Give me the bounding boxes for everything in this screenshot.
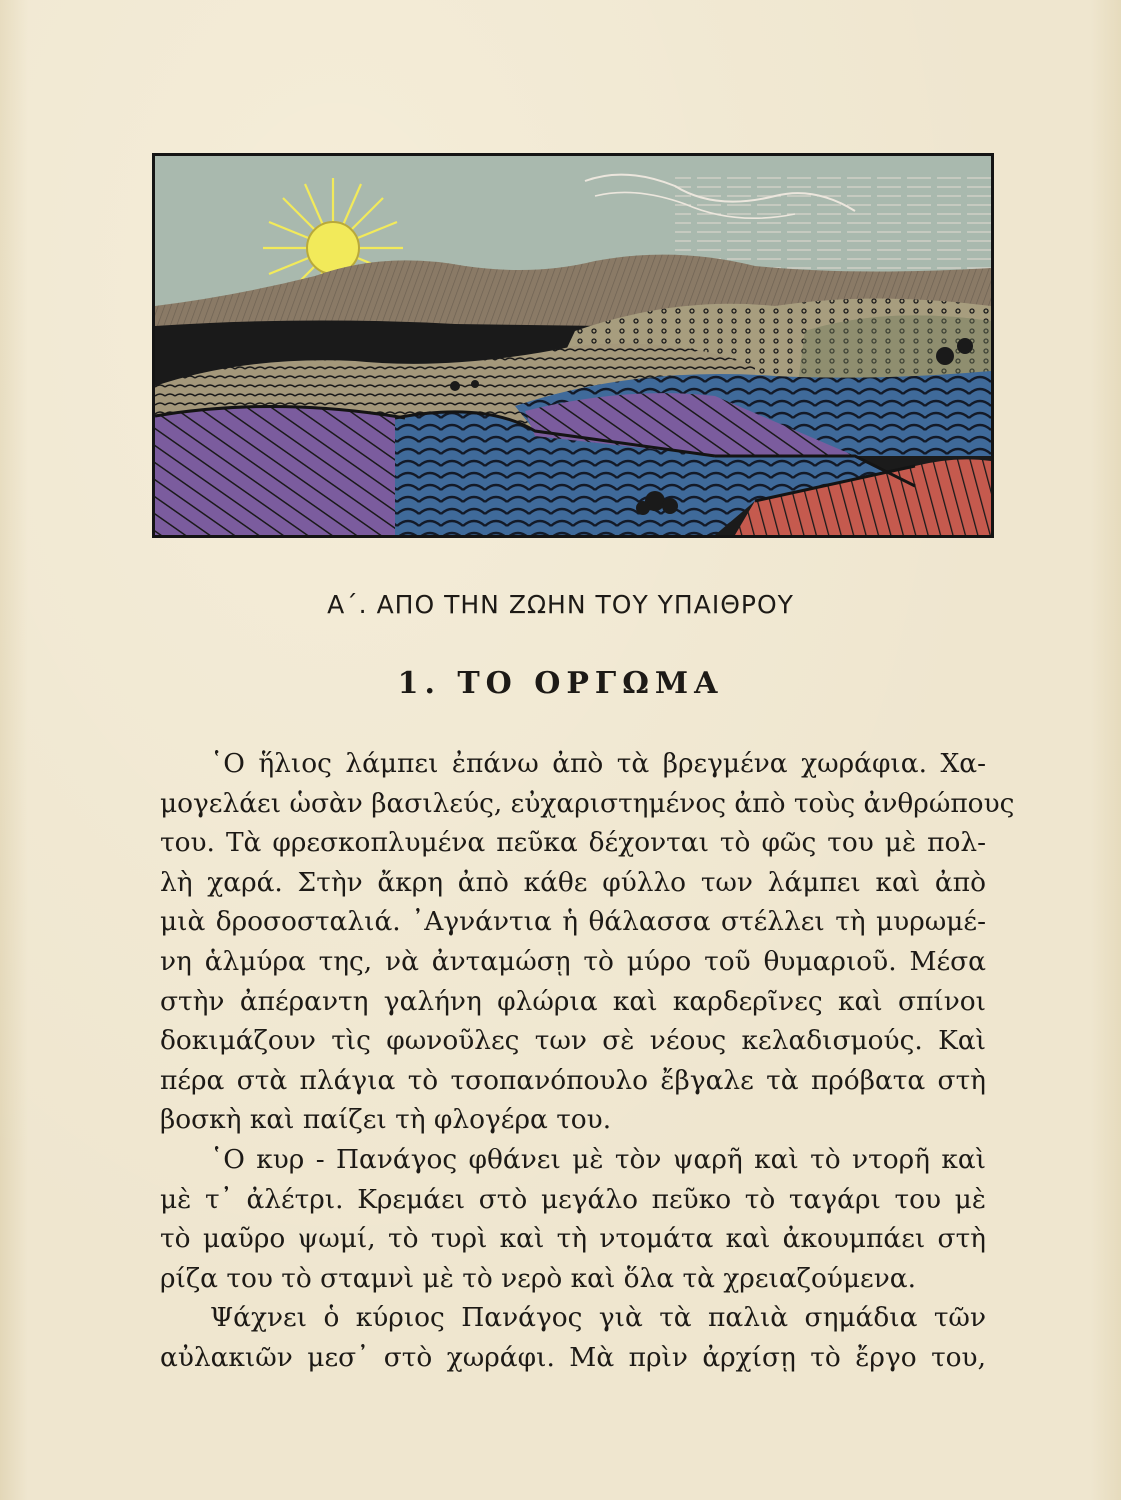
landscape-illustration [152, 153, 994, 538]
text-line: Ψάχνει ὁ κύριος Πανάγος γιὰ τὰ παλιὰ σημάδια τῶν [210, 1302, 986, 1334]
text-line: δοκιμάζουν τὶς φωνοῦλες των σὲ νέους κελαδισμούς. Καὶ [160, 1025, 986, 1057]
section-heading: Α΄. ΑΠΟ ΤΗΝ ΖΩΗΝ ΤΟΥ ΥΠΑΙΘΡΟΥ [327, 590, 794, 619]
paragraph-1 [160, 744, 1015, 1140]
text-line: μογελάει ὡσὰν βασιλεύς, εὐχαριστημένος ἀπὸ τοὺς ἀνθρώπους [160, 787, 1015, 819]
text-line: ρίζα του τὸ σταμνὶ μὲ τὸ νερὸ καὶ ὅλα τὰ χρειαζούμενα. [160, 1262, 916, 1294]
text-line: στὴν ἀπέραντη γαλήνη φλώρια καὶ καρδερῖνες καὶ σπίνοι [160, 985, 986, 1017]
landscape-woodcut-svg [155, 156, 991, 535]
text-line: νη ἁλμύρα της, νὰ ἀνταμώσῃ τὸ μύρο τοῦ θυμαριοῦ. Μέσα [160, 945, 986, 977]
text-line: του. Τὰ φρεσκοπλυμένα πεῦκα δέχονται τὸ φῶς του μὲ πολ- [160, 827, 986, 859]
text-line: τὸ μαῦρο ψωμί, τὸ τυρὶ καὶ τὴ ντομάτα καὶ ἀκουμπάει στὴ [160, 1223, 986, 1255]
purple-field-left [155, 406, 405, 535]
text-line: μιὰ δροσοσταλιά. ᾿Αγνάντια ἡ θάλασσα στέλλει τὴ μυρωμέ- [160, 906, 986, 938]
text-line: αὐλακιῶν μεσ᾿ στὸ χωράφι. Μὰ πρὶν ἀρχίσῃ τὸ ἔργο του, [160, 1341, 986, 1373]
text-line: ῾Ο κυρ - Πανάγος φθάνει μὲ τὸν ψαρῆ καὶ τὸ ντορῆ καὶ [210, 1143, 986, 1175]
paragraph-2 [160, 1140, 986, 1298]
text-line: ῾Ο ἥλιος λάμπει ἐπάνω ἀπὸ τὰ βρεγμένα χωράφια. Χα- [210, 748, 986, 779]
text-line: λὴ χαρά. Στὴν ἄκρη ἀπὸ κάθε φύλλο των λάμπει καὶ ἀπὸ [160, 866, 986, 898]
body-text [160, 744, 1015, 1378]
chapter-title: 1. ΤΟ ΟΡΓΩΜΑ [397, 666, 724, 701]
text-line: μὲ τ᾿ ἀλέτρι. Κρεμάει στὸ μεγάλο πεῦκο τὸ ταγάρι του μὲ [160, 1183, 986, 1215]
text-line: βοσκὴ καὶ παίζει τὴ φλογέρα του. [160, 1104, 612, 1136]
text-line: πέρα στὰ πλάγια τὸ τσοπανόπουλο ἔβγαλε τὰ πρόβατα στὴ [160, 1064, 986, 1096]
paragraph-3 [160, 1298, 986, 1377]
